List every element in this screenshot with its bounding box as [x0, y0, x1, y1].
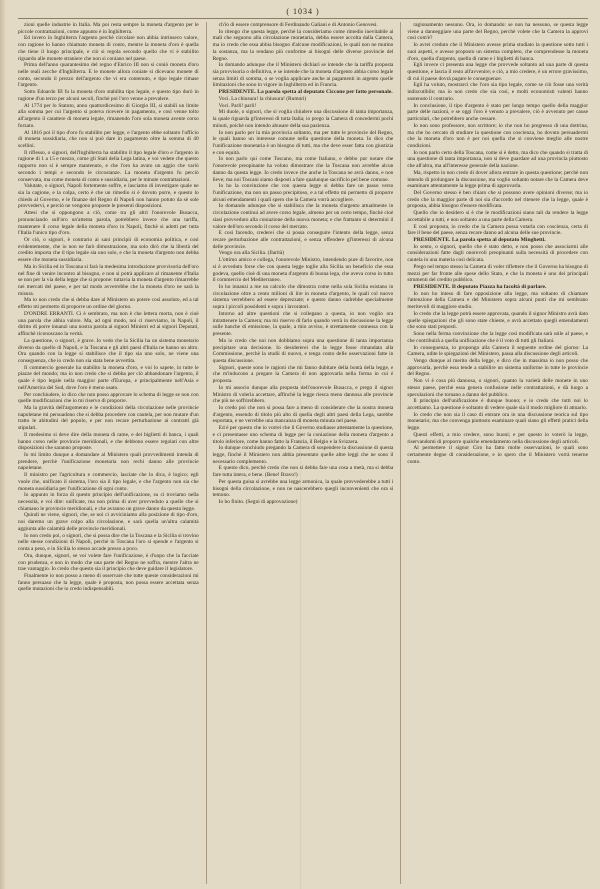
paragraph: L'ottimo amico e collega, l'onorevole Ministro, intendendo pure di favorire, non si è avveduto forse che con questa legge toglie alla Sicilia un beneficio che essa godeva, quello cioè di una moneta d'argento di buona lega, che aveva corso in tutto il commercio del Mediterraneo. — [212, 257, 394, 284]
paragraph: Io domando adunque che il Ministero dichiari se intende che la tariffa proposta sia provvisoria o definitiva, e se intende che la moneta d'argento abbia corso legale senza limiti di somma, o se voglia applicare anche ai pagamenti in argento quelle limitazioni che sono in vigore in Inghilterra ed in Francia. — [212, 62, 394, 89]
paragraph: Ed invero in Inghilterra l'argento perchè circolare non abbia intrinseco valore, con ragione lo hanno chiamato moneta di conto, mentre la moneta d'oro è quella che tiene il luogo principale, e ciò si regola secondo quello che vi è stabilito riguardo alle monete straniere che non si coniano nel paese. — [18, 35, 199, 62]
paragraph: Ma in Sicilia ed in Toscana si farà la medesima introduzione provvisoria dell'oro nel fine di venire incontro al bisogno, e non si potrà applicare al rimanente d'Italia se non per la via della legge che si propone: tuttavia la moneta d'argento rimarrebbe nei mercati del paese, e per tal modo avverrebbe che la moneta d'oro ne sarà la misura. — [18, 263, 199, 297]
paragraph: Al 1816 poi il tipo d'oro fu stabilito per legge, e l'argento ebbe soltanto l'ufficio di moneta sussidiaria, che non si può dare in pagamento oltre la somma di 40 scellini. — [18, 129, 199, 149]
paragraph: Il commercio generale ha stabilito la moneta d'oro, e voi lo sapete, in tutte le piazze del mondo; ma io non credo che si debba per ciò abbandonare l'argento, il quale è tipo legale nella maggior parte d'Europa, e principalmente nell'Asia e nell'America del Sud, dove l'oro è meno usato. — [18, 364, 199, 391]
paragraph: Io non parlo certo della Toscana, come si è detto, ma dico che quando si tratta di una questione di tanta importanza, non si deve guardare ad una provincia piuttosto che all'altra, ma all'interesse generale della nazione. — [407, 149, 589, 170]
paragraph: Ma la gravità dell'argomento e le condizioni della circolazione nelle provincie napoletane mi persuadono che si debba procedere con cautela, per non mutare d'un tratto le abitudini del popolo, e per non recare perturbazione ai contratti già stipulati. — [18, 404, 199, 432]
paragraph: zioni quelle industrie in Italia. Ma poi resta sempre la moneta d'argento per le piccole contrattazioni, come appunto è in Inghilterra. — [18, 22, 199, 35]
paragraph: Ed è per questo che io vorrei che il Governo studiasse attentamente la questione, e ci presentasse uno schema di legge per la coniazione della moneta d'argento a titolo inferiore, come hanno fatto la Francia, il Belgio e la Svizzera. — [212, 425, 394, 445]
paragraph: Questi effetti, a mio credere, sono buoni; e per questo io voterò la legge, riservandomi di proporre qualche emendamento nella discussione degli articoli. — [407, 431, 589, 445]
paragraph: La questione, o signori, è grave. Io vedo che la Sicilia ha un sistema monetario diverso da quello di Napoli, e la Toscana e gli altri paesi d'Italia ne hanno un altro. Ora quando con la legge si stabilisce che il tipo sia uno solo, ne viene una conseguenza, che io credo non sia stata bene avvertita. — [18, 337, 199, 364]
paragraph: Il ministro per l'agricoltura e commercio, lasciate che lo dica, è logico; egli vuole che, unificato il sistema, l'oro sia il tipo legale, e che l'argento non sia che moneta sussidiaria per l'unificazione di ogni conto. — [18, 472, 199, 492]
paragraph: Valutate, o signori, Napoli fortemente soffre, e lasciamo di investigare quale ne sia la cagione, e la colpa, certo è che un rimedio si è dovuto porre, e questo lo chiedo al Governo, e le finanze del Regno di Napoli non hanno potuto da sè sole provvedervi, e perciò ne vengono proposte le presenti disposizioni. — [18, 183, 199, 210]
paragraph: Io avrei creduto che il Ministero avesse prima studiato la questione sotto tutti i suoi aspetti, e avesse proposto un sistema completo, che comprendesse la moneta d'oro, quella d'argento, quella di rame e i biglietti di banca. — [407, 42, 589, 62]
paragraph: Sotto Edoardo III fu la moneta d'oro stabilita tipo legale, e questo tipo durò in ragione d'un terzo per alcuni secoli, finchè poi l'oro venne a prevalere. — [18, 89, 199, 102]
paragraph: Ma io credo che noi non dobbiamo sopra una questione di tanta importanza precipitare una decisione. Io desidererei che la legge fosse rimandata alla Commissione, perchè la studii di nuovo, e tenga conto delle osservazioni fatte in questa discussione. — [212, 337, 394, 364]
column-2 — [206, 22, 394, 884]
paragraph: D'ONDRE ERRANTI. Ci è sembrato, ma non è che lettera morta, non è cioè una parola che abbia valore. Ma, ad ogni modo, noi ci riserviamo, in Napoli, il diritto di porre innanzi una nostra parola ai signori Ministri ed ai signori Deputati, affinchè riconoscano la verità. — [18, 310, 199, 338]
paragraph: Sono nella ferma convinzione che la legge così modificata sarà utile al paese, e che contribuirà a quella unificazione che è il voto di tutti gli Italiani. — [407, 331, 589, 344]
paragraph: Io credo poi che non si possa fare a meno di considerare che la nostra moneta d'argento, essendo di titolo più alto di quella degli altri paesi della Lega, sarebbe esportata, e ne verrebbe una mancanza di moneta minuta nel paese. — [212, 404, 394, 425]
text-columns — [18, 22, 588, 884]
paragraph: Quello che io desidero si è che le modificazioni siano tali da rendere la legge accettabile a tutti, e non soltanto a una parte della Camera. — [407, 210, 589, 223]
column-3 — [400, 22, 588, 884]
paragraph: Io appunto in forza di questo principio dell'unificazione, su ci troviamo nella necessità, e voi dite: unificate, ma non prima di aver provveduto a quelle che si chiamano le provincie meridionali, e che avranno un grave danno da questa legge. — [18, 492, 199, 512]
paragraph: Io non parlo qui come Toscano, ma come Italiano, e debbo pur notare che l'onorevole preopinante ha voluto dimostrare che la Toscana non avrebbe alcun danno da questa legge. Io credo invece che anche la Toscana ne avrà danno, e non lieve; ma noi Toscani siamo disposti a fare qualunque sacrificio pel bene comune. — [212, 156, 394, 183]
speaker-heading: PRESIDENTE. La parola spetta al deputato Minghetti. — [413, 237, 546, 243]
paragraph: E così proposta, io credo che la Camera possa votarla con coscienza, certa di fare il bene del paese, senza recare danno ad alcuna delle sue provincie. — [407, 223, 589, 237]
paragraph: Del Governo stesso è ben chiaro che si possono avere opinioni diverse; ma io credo che la maggior parte di noi sia d'accordo nel ritenere che la legge, quale è proposta, abbia bisogno d'essere modificata. — [407, 189, 589, 210]
paragraph: Io ho la convinzione che con questa legge si debba fare un passo verso l'unificazione, ma non un passo precipitoso, e a tal effetto mi permetto di proporre alcuni emendamenti i quali spero che la Camera vorrà accogliere. — [212, 183, 394, 203]
paragraph: Egli ha voluto, mostrarci che l'oro sia tipo legale, come se ciò fosse una verità indiscutibile; ma io non credo che sia così, e molti economisti valenti hanno sostenuto il contrario. — [407, 82, 589, 102]
column-1 — [18, 22, 199, 884]
paragraph: Quindi ne viene, signori, che, se noi ci avviciniamo alla posizione di tipo d'oro, noi daremo un grave colpo alla circolazione, e sarà quella un'altra calamità aggiunta alle calamità delle provincie meridionali. — [18, 512, 199, 532]
paragraph: Al 1774 per lo Statuto, anno quattordicesimo di Giorgio III, si stabilì un limite alla somma per cui l'argento si poteva ricevere in pagamento, e così venne tolto all'argento il carattere di moneta legale, rimanendo l'oro sola moneta avente corso forzato. — [18, 102, 199, 129]
paragraph: Intorno ad altre questioni che si collegano a questa, io non voglio ora intrattenere la Camera; ma mi riservo di farlo quando verrà in discussione la legge sulle banche di emissione, la quale, a mio avviso, è strettamente connessa con la presente. — [212, 310, 394, 338]
speaker-heading: PRESIDENTE. La parola spetta al deputato Ciccone per fatto personale. — [218, 89, 393, 96]
paragraph: Io non parlo per la mia provincia soltanto, ma per tutte le provincie del Regno, le quali hanno un interesse comune nella questione della moneta. Io dico che l'unificazione monetaria è un bisogno di tutti, ma che deve esser fatta con giustizia e con equità. — [212, 129, 394, 156]
paragraph: Ma io non credo che si debba dare al Ministero un potere così assoluto, ed a tal effetto mi permetto di proporre un ordine del giorno. — [18, 297, 199, 311]
paragraph: Mi duole, o signori, che si voglia chiudere una discussione di tanta importanza, la quale riguarda gl'interessi di tutta Italia; io prego la Camera di concedermi pochi minuti, poichè non intendo abusare della sua pazienza. — [212, 109, 394, 129]
paragraph: Ma, rispetto in non credo di dover allora entrare in questa questione; perchè non intendo di prolungare la discussione, ma voglio soltanto notare che la Camera deve esaminare attentamente la legge prima di approvarla. — [407, 169, 589, 190]
paragraph: Finalmente io non posso a meno di osservare che tutte queste considerazioni mi fanno persuaso che la legge, quale è proposta, non possa essere accettata senza quelle mutazioni che io credo indispensabili. — [18, 572, 199, 593]
paragraph: Io ho finito. (Segni di approvazione) — [218, 499, 298, 506]
paragraph: E così facendo, crederei che si possa conseguire l'intento della legge, senza recare perturbazione alle contrattazioni, e senza offendere gl'interessi di alcuna delle provincie. — [212, 230, 394, 250]
paragraph: ch'io di essere comprensore di Ferdinando Galiani e di Antonio Genovesi. — [218, 22, 378, 28]
paragraph: Voci. Parli! parli! — [218, 102, 257, 109]
paragraph: Vengo ora alla Sicilia. (Ilarità) — [218, 250, 285, 257]
paragraph: ragionamento nessuno. Ora, io domando: se non ha nessuno, se questa legge viene a danneggiare una parte del Regno, perchè volete che la Camera la approvi così com'è? — [407, 22, 589, 42]
paragraph: In conseguenza, io propongo alla Camera il seguente ordine del giorno: La Camera, udite le spiegazioni del Ministero, passa alla discussione degli articoli. — [407, 344, 589, 358]
paragraph: Attesi che si oppongono a ciò, come tra gli altri l'onorevole Busacca, pronunciando sull'oro un'attenta parola, potrebbero invece che una tariffa, mantenere il corso legale della moneta d'oro in Napoli, finchè si adotti per tutta l'Italia l'unico tipo d'oro. — [18, 210, 199, 237]
paragraph: Io non ho inteso di fare opposizione alla legge, ma soltanto di chiamare l'attenzione della Camera e del Ministero sopra alcuni punti che mi sembrano meritevoli di maggiore studio. — [407, 290, 589, 311]
paragraph: Io non sono professore, non scrittore; io che non ho pregresso di una dottrina, ma che ho cercato di studiare la questione con coscienza, ho dovuto persuadermi che la moneta d'oro non è per noi quella che si conviene meglio alle nostre condizioni. — [407, 122, 589, 149]
paragraph: Or ciò, o signori, è contrario ai sani principii di economia politica, e così evidentemente, che io non ne farò dimostrazione, ma solo dirò che la libertà del credito importa che il tipo legale sia uno solo, e che la moneta d'argento non debba essere che moneta sussidiaria. — [18, 237, 199, 264]
paragraph: Non vi è cosa più dannosa, o signori, quanto la varietà delle monete in uno stesso paese, perchè essa genera confusione nelle contrattazioni, e dà luogo a speculazioni che tornano a danno del pubblico. — [407, 378, 589, 398]
paragraph: Voci. La chiusura! la chiusura! (Rumori) — [218, 95, 307, 102]
paragraph: Il principio dell'unificazione è dunque buono; e io credo che tutti noi lo accettiamo. La questione è soltanto di vedere quale sia il modo migliore di attuarlo. — [407, 398, 589, 411]
paragraph: Io mi associo dunque alla proposta dell'onorevole Busacca, e prego il signor Ministro di volerla accettare, affinchè la legge riesca meno dannosa alle provincie che più ne soffrirebbero. — [212, 384, 394, 405]
paragraph: Io domando adunque che si stabilisca che la moneta d'argento attualmente in circolazione continui ad avere corso legale, almeno per un certo tempo, finchè cioè siasi provveduto alla coniazione della nuova moneta; e che frattanto si determini il valore dell'oro secondo il corso del mercato. — [212, 203, 394, 230]
paragraph: Io ritengo che questa legge, perchè la consideriamo come rimedio inevitabile ai mali che seguono alla circolazione monetaria, debba essere accolta dalla Camera, ma io credo che essa abbia bisogno d'alcune modificazioni, le quali non ne mutino la sostanza, ma la rendano più conforme ai bisogni delle diverse provincie del Regno. — [212, 28, 394, 62]
speaker-heading: PRESIDENTE. Il deputato Piazza ha facoltà di parlare. — [413, 284, 547, 291]
paragraph: Egli invece ci presenta una legge che provvede soltanto ad una parte di questa questione, e lascia il resto all'avvenire; e ciò, a mio credere, è un errore gravissimo, di cui il paese dovrà pagare le conseguenze. — [407, 62, 589, 82]
paragraph: E questo dico, perchè credo che non si debba fare una cosa a metà, ma si debba fare tutta intera, e bene. (Bene! Bravo!) — [212, 465, 394, 479]
paragraph: Il riflesso, o signori, dell'Inghilterra ha stabilito il tipo legale d'oro e l'argento in ragione di 1 a 15 e mezzo, come gli Stati della Lega latina, e voi vedete che questo rapporto non si è sempre mantenuto, e che l'oro ha avuto un aggio che variò secondo i tempi e secondo le circostanze. La moneta d'argento fu perciò conservata, ma come moneta di conto e sussidiaria, per le minute contrattazioni. — [18, 149, 199, 183]
page-binding-edge — [0, 0, 6, 889]
paragraph: Il medesimo si deve dire della moneta di rame, e dei biglietti di banca, i quali hanno corso nelle provincie meridionali, e che debbono essere regolati con altre disposizioni che saranno proposte. — [18, 431, 199, 452]
page-header — [18, 6, 588, 19]
paragraph: Io ho innanzi a me un calcolo che dimostra come nella sola Sicilia esistano in circolazione oltre a cento milioni di lire in moneta d'argento, le quali col nuovo sistema verrebbero ad essere deprezzate; e questo danno cadrebbe specialmente sopra i piccoli possidenti e sopra i lavoratori. — [212, 284, 394, 311]
paragraph: Prima dell'anno quarantesimo del regno d'Enrico III non si coniò moneta d'oro nelle reali zecche d'Inghilterra. E le monete allora coniate si dicevano monete di conto, secondo il prezzo dell'argento che vi era contenuto, e tipo legale rimase l'argento. — [18, 62, 199, 89]
paragraph: Ora, dunque, signori, se voi volete fare l'unificazione, è d'uopo che la facciate con prudenza, e non in modo che una parte del Regno ne soffra, mentre l'altra ne trae vantaggio. Io credo che questo sia il principio che deve guidare il legislatore. — [18, 552, 199, 573]
paragraph: Signori, queste sono le ragioni che mi fanno dubitare della bontà della legge, e che m'inducono a pregare la Camera di non approvarla nella forma in cui è proposta. — [212, 364, 394, 385]
paragraph: Io mi limito dunque a domandare al Ministero quali provvedimenti intenda di prendere, perchè l'unificazione monetaria non rechi danno alle provincie napoletane. — [18, 452, 199, 472]
page-number: ( 1034 ) — [286, 7, 320, 16]
paragraph: Io sento, o signori, quello che è stato detto, e non posso che associarmi alle considerazioni fatte dagli onorevoli preopinanti sulla necessità di procedere con cautela in una materia così delicata. — [407, 243, 589, 264]
paragraph: Io credo che la legge potrà essere approvata, quando il signor Ministro avrà dato quelle spiegazioni che gli sono state chieste, e avrà accettato quegli emendamenti che sono stati proposti. — [407, 310, 589, 331]
paragraph: Al permettere il signor Ciro ha fatto molte osservazioni, le quali sono certamente degne di considerazione, e io spero che il Ministero vorrà tenerne conto. — [407, 445, 589, 465]
paragraph: Io dunque conchiudo pregando la Camera di sospendere la discussione di questa legge, finchè il Ministero non abbia presentato quelle altre leggi che ne sono il necessario complemento. — [212, 445, 394, 465]
paragraph: In conclusione, il tipo d'argento è stato per lungo tempo quello della maggior parte delle nazioni, e se oggi l'oro è venuto a prevalere, ciò è avvenuto per cause particolari, che potrebbero anche cessare. — [407, 102, 589, 123]
paragraph: Prego nel tempo stesso la Camera di voler riflettere che il Governo ha bisogno di mezzi per far fronte alle spese dello Stato, e che la moneta è uno dei principali strumenti del credito pubblico. — [407, 263, 589, 284]
paragraph: Per conchiudere, io dico che non posso approvare lo schema di legge se non con quelle modificazioni che io mi riservo di proporre. — [18, 391, 199, 405]
paragraph: Io non credo poi, o signori, che si possa dire che la Toscana e la Sicilia si trovino nelle stesse condizioni di Napoli, perchè in Toscana l'oro si spende e l'argento si conta a peso, e in Sicilia lo stesso accade presso a poco. — [18, 532, 199, 553]
paragraph: Per questa guisa si avrebbe una legge armonica, la quale provvederebbe a tutti i bisogni della circolazione, e non ne nascerebbero quegli inconvenienti che ora si temono. — [212, 478, 394, 499]
paragraph: Vengo dunque al merito della legge, e dico che in massima io non posso che approvarla, perchè essa tende a stabilire un sistema uniforme in tutte le provincie del Regno. — [407, 357, 589, 378]
paragraph: Io credo che non sia il caso di entrare ora in una discussione teorica sul tipo monetario; ma che convenga piuttosto esaminare quali siano gli effetti pratici della legge. — [407, 411, 589, 432]
